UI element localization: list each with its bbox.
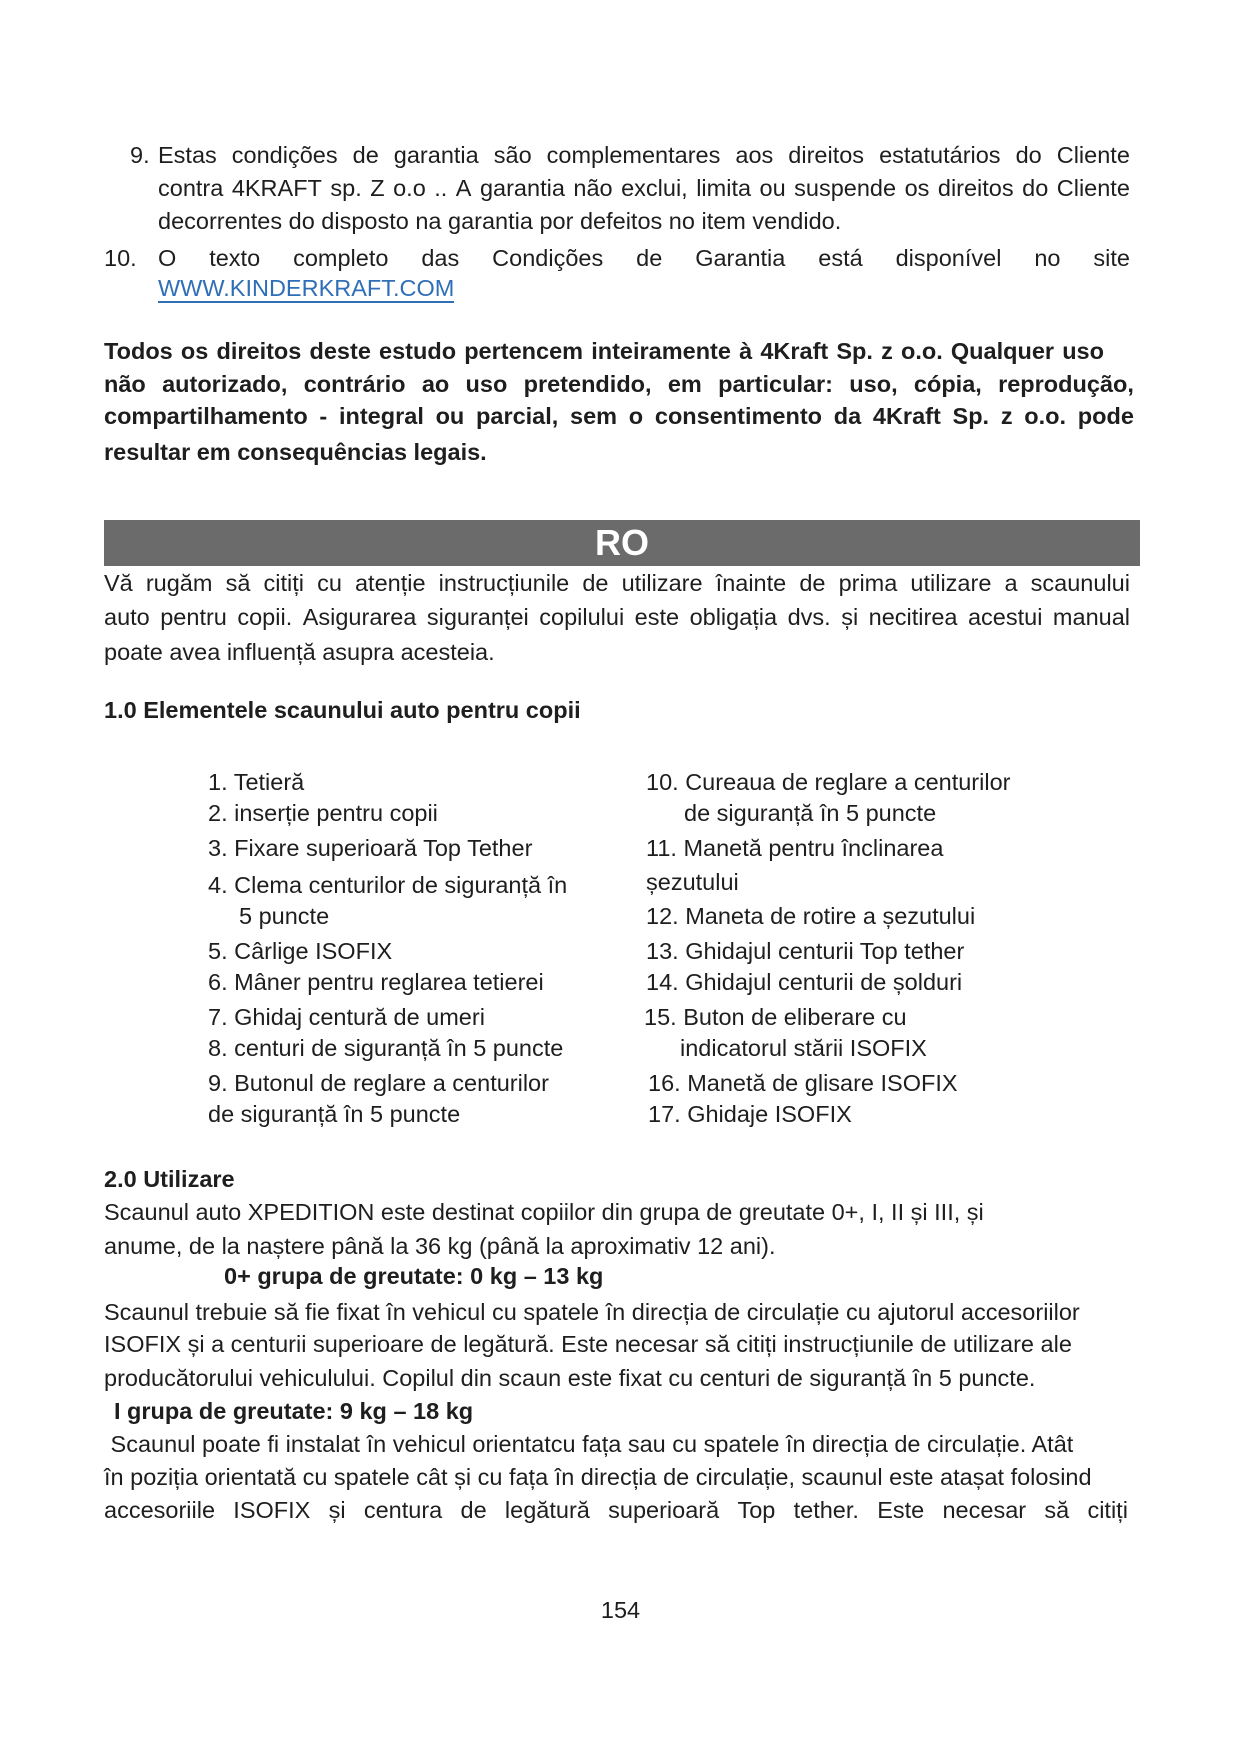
word: scaunului: [1030, 570, 1130, 596]
word: O: [158, 245, 177, 271]
word: copilului: [539, 604, 625, 630]
word: legătură: [504, 1497, 590, 1523]
element-item-2: 2. inserție pentru copii: [208, 800, 438, 826]
word: direitos: [216, 338, 302, 364]
word: reprodução,: [998, 371, 1134, 397]
element-item-8: 8. centuri de siguranță în 5 puncte: [208, 1035, 564, 1061]
group-1-heading: I grupa de greutate: 9 kg – 18 kg: [114, 1398, 474, 1424]
word: pentru: [160, 604, 227, 630]
word: Estas: [158, 142, 217, 168]
word: de: [460, 1497, 487, 1523]
word: ao: [421, 371, 450, 397]
word: citiți: [263, 570, 304, 596]
word: Qualquer: [950, 338, 1055, 364]
word: inteiramente: [591, 338, 731, 364]
pt-item9-line-2: [158, 172, 1130, 205]
word: da: [833, 403, 862, 429]
element-item-9: 9. Butonul de reglare a centurilor: [208, 1070, 549, 1096]
pt-item9-line-1: [158, 139, 1130, 172]
element-item-9-cont: de siguranță în 5 puncte: [208, 1101, 461, 1127]
word: prima: [838, 570, 898, 596]
word: Cliente: [1056, 142, 1130, 168]
element-item-1: 1. Tetieră: [208, 769, 305, 795]
word: auto: [104, 604, 150, 630]
word: o.o: [393, 175, 426, 201]
copyright-line-4: resultar em consequências legais.: [104, 439, 487, 465]
group-1-line-2: în poziția orientată cu spatele cât și cu fața în direcția de circulație, scaunul este atașat folosind: [104, 1464, 1092, 1490]
word: deste: [309, 338, 371, 364]
word: z: [881, 338, 893, 364]
word: 4Kraft: [872, 403, 941, 429]
word: z: [1000, 403, 1013, 429]
word: garantia: [479, 175, 565, 201]
section-banner-label: RO: [595, 522, 649, 563]
word: siguranței: [426, 604, 529, 630]
element-item-3: 3. Fixare superioară Top Tether: [208, 835, 533, 861]
element-item-6: 6. Mâner pentru reglarea tetierei: [208, 969, 544, 995]
word: uso: [465, 371, 508, 397]
group-0plus-line-3: producătorului vehiculului. Copilul din scaun este fixat cu centuri de siguranță în 5 puncte.: [104, 1365, 1036, 1391]
word: está: [818, 245, 863, 271]
element-item-16: 16. Manetă de glisare ISOFIX: [648, 1070, 958, 1096]
pt-item9-line-3: decorrentes do disposto na garantia por defeitos no item vendido.: [158, 208, 842, 234]
word: Este: [877, 1497, 925, 1523]
kinderkraft-website-link[interactable]: WWW.KINDERKRAFT.COM: [158, 275, 455, 301]
word: do: [1022, 175, 1049, 201]
word: o: [628, 403, 644, 429]
word: complementares: [546, 142, 721, 168]
word: completo: [293, 245, 389, 271]
word: de: [636, 245, 663, 271]
word: os: [904, 175, 930, 201]
word: estudo: [379, 338, 457, 364]
word: Vă: [104, 570, 133, 596]
word: Condições: [492, 245, 604, 271]
element-item-4-cont: 5 puncte: [239, 903, 330, 929]
word: înainte: [715, 570, 787, 596]
word: sem: [570, 403, 618, 429]
section-banner-ro: [104, 520, 1140, 566]
word: utilizare: [910, 570, 992, 596]
word: os: [180, 338, 209, 364]
element-item-13: 13. Ghidajul centurii Top tether: [646, 938, 965, 964]
word: -: [319, 403, 328, 429]
word: uso,: [849, 371, 898, 397]
group-1-line-3: [104, 1494, 1128, 1527]
element-item-12: 12. Maneta de rotire a șezutului: [646, 903, 976, 929]
word: cu: [317, 570, 342, 596]
word: Asigurarea: [302, 604, 417, 630]
word: o.o.: [1024, 403, 1067, 429]
word: limita: [696, 175, 752, 201]
word: și: [328, 1497, 346, 1523]
word: a: [1004, 570, 1018, 596]
word: Sp.: [836, 338, 873, 364]
word: no: [1034, 245, 1061, 271]
word: das: [421, 245, 460, 271]
ro-intro-line-1: [104, 567, 1130, 600]
element-item-4: 4. Clema centurilor de siguranță în: [208, 872, 568, 898]
element-item-15-cont: indicatorul stării ISOFIX: [680, 1035, 927, 1061]
word: sp.: [330, 175, 362, 201]
word: integral: [338, 403, 424, 429]
group-0plus-heading: 0+ grupa de greutate: 0 kg – 13 kg: [224, 1263, 604, 1289]
element-item-7: 7. Ghidaj centură de umeri: [208, 1004, 485, 1030]
word: Garantia: [695, 245, 786, 271]
element-item-17: 17. Ghidaje ISOFIX: [648, 1101, 852, 1127]
word: direitos: [788, 142, 865, 168]
word: de: [582, 570, 609, 596]
word: rugăm: [145, 570, 213, 596]
word: instrucțiunile: [438, 570, 570, 596]
element-item-15: 15. Buton de eliberare cu: [644, 1004, 907, 1030]
word: suspende: [794, 175, 897, 201]
word: centura: [363, 1497, 443, 1523]
word: de: [352, 142, 379, 168]
word: disponível: [895, 245, 1002, 271]
ro-intro-line-2: [104, 601, 1130, 634]
word: Sp.: [952, 403, 990, 429]
word: contrário: [303, 371, 406, 397]
word: ou: [435, 403, 465, 429]
usage-heading: 2.0 Utilizare: [104, 1166, 235, 1192]
word: parcial,: [476, 403, 559, 429]
word: A: [455, 175, 472, 201]
word: à: [739, 338, 753, 364]
word: cópia,: [913, 371, 982, 397]
word: atenție: [354, 570, 426, 596]
word: estatutários: [879, 142, 1001, 168]
word: Z: [370, 175, 385, 201]
word: ..: [434, 175, 448, 201]
group-0plus-line-2: ISOFIX și a centurii superioare de legătură. Este necesar să citiți instrucțiunile de utilizare ale: [104, 1331, 1072, 1357]
word: superioară: [608, 1497, 720, 1523]
word: contra: [158, 175, 224, 201]
word: să: [1044, 1497, 1070, 1523]
word: obligația: [689, 604, 778, 630]
word: pertencem: [464, 338, 584, 364]
word: aos: [735, 142, 774, 168]
word: exclui,: [621, 175, 688, 201]
word: garantia: [393, 142, 479, 168]
word: site: [1093, 245, 1130, 271]
word: não: [104, 371, 146, 397]
word: ISOFIX: [233, 1497, 311, 1523]
word: copii.: [237, 604, 293, 630]
word: do: [1015, 142, 1042, 168]
element-item-11: 11. Manetă pentru înclinarea: [646, 835, 944, 861]
word: citiți: [1087, 1497, 1128, 1523]
word: Top: [737, 1497, 776, 1523]
ro-intro-line-3: poate avea influență asupra acesteia.: [104, 639, 495, 665]
word: em: [667, 371, 702, 397]
pt-item10-number: 10.: [104, 245, 137, 271]
word: Todos: [104, 338, 173, 364]
usage-line-2: anume, de la naștere până la 36 kg (până la aproximativ 12 ani).: [104, 1233, 776, 1259]
word: ou: [759, 175, 786, 201]
copyright-line-1: [104, 335, 1104, 368]
group-1-line-1: Scaunul poate fi instalat în vehicul orientatcu fața sau cu spatele în direcția de circulație. Atât: [104, 1431, 1074, 1457]
word: texto: [209, 245, 261, 271]
word: de: [799, 570, 826, 596]
word: Cliente: [1056, 175, 1130, 201]
element-item-11-cont: șezutului: [646, 869, 739, 895]
word: necitirea: [868, 604, 958, 630]
word: tether.: [793, 1497, 859, 1523]
word: acestui: [967, 604, 1043, 630]
word: pretendido,: [523, 371, 652, 397]
word: consentimento: [654, 403, 823, 429]
word: pode: [1077, 403, 1134, 429]
word: autorizado,: [162, 371, 288, 397]
word: este: [634, 604, 680, 630]
word: dvs.: [787, 604, 831, 630]
word: particular:: [718, 371, 834, 397]
pt-item9-number: 9.: [130, 142, 150, 168]
word: manual: [1052, 604, 1130, 630]
word: não: [573, 175, 613, 201]
word: direitos: [937, 175, 1014, 201]
word: uso: [1062, 338, 1104, 364]
pt-item10-line-1: [158, 242, 1130, 275]
word: compartilhamento: [104, 403, 308, 429]
element-item-10: 10. Cureaua de reglare a centurilor: [646, 769, 1011, 795]
element-item-10-cont: de siguranță în 5 puncte: [684, 800, 937, 826]
elements-heading: 1.0 Elementele scaunului auto pentru copii: [104, 697, 581, 723]
group-0plus-line-1: Scaunul trebuie să fie fixat în vehicul cu spatele în direcția de circulație cu ajutorul accesoriilor: [104, 1299, 1080, 1325]
word: o.o.: [900, 338, 943, 364]
word: să: [225, 570, 251, 596]
word: utilizare: [621, 570, 703, 596]
word: 4Kraft: [760, 338, 829, 364]
word: accesoriile: [104, 1497, 216, 1523]
element-item-14: 14. Ghidajul centurii de șolduri: [646, 969, 963, 995]
element-item-5: 5. Cârlige ISOFIX: [208, 938, 393, 964]
word: și: [841, 604, 859, 630]
word: são: [493, 142, 532, 168]
word: condições: [231, 142, 338, 168]
page-number: 154: [600, 1597, 641, 1623]
copyright-line-2: [104, 368, 1134, 401]
copyright-line-3: [104, 400, 1134, 433]
word: necesar: [942, 1497, 1027, 1523]
usage-line-1: Scaunul auto XPEDITION este destinat copiilor din grupa de greutate 0+, I, II și III, și: [104, 1199, 984, 1225]
word: 4KRAFT: [231, 175, 322, 201]
